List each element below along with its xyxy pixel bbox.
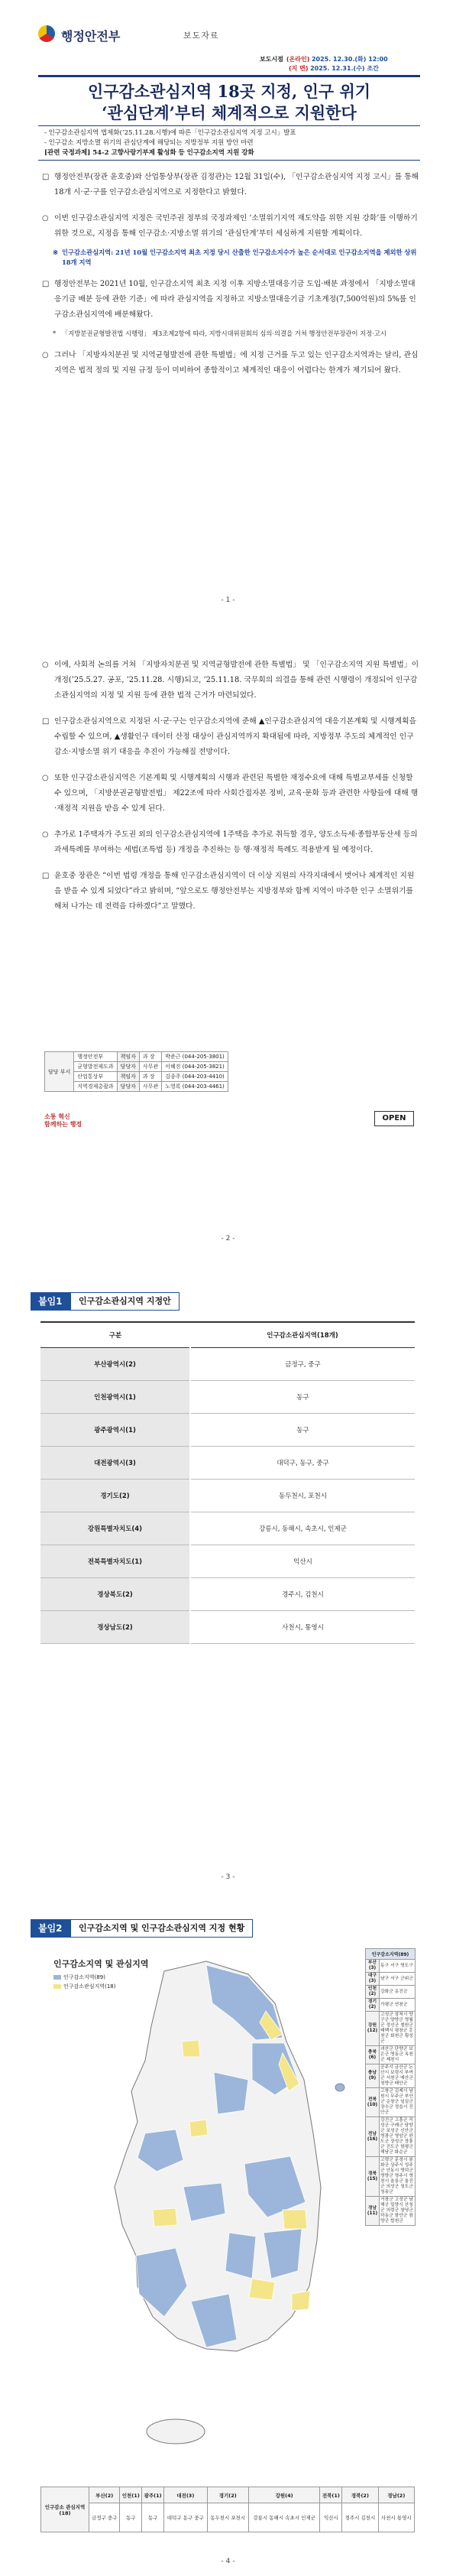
list-item: 경남(11) 거창군 고성군 남해군 밀양시 산청군 의령군 창녕군 하동군 함안군 함양군 합천군 xyxy=(366,2197,416,2226)
embargo-label: 보도시점 xyxy=(260,56,283,63)
embargo-paper-tag: (지 면) xyxy=(289,65,309,72)
paragraph: ○ 또한 인구감소관심지역은 기본계획 및 시행계획의 시행과 관련된 특별한 재정수요에 대해 특별교부세를 신청할 수 있으며, 「지방분권균형발전법」 제22조에 따라 사회간접자본 정비, 교육·문화 등과 관련한 사항들에 대해 행·재정적 지원을 받을 수 있게 된다. xyxy=(42,774,419,813)
body-text xyxy=(42,658,420,925)
table-header: 인구감소관심지역(18개) xyxy=(190,1322,415,1348)
subhead-item: - 인구감소관심지역 법제화(’25.11.28.시행)에 따른「인구감소관심지역 지정 고시」발표 xyxy=(44,129,296,137)
paragraph: □ 인구감소관심지역으로 지정된 시·군·구는 인구감소지역에 준해 ▲인구감소관심지역 대응기본계획 및 시행계획을 수립할 수 있으며, ▲생활인구 데이터 산정 대상이 관심지역까지 확대됨에 따라, 지방정부 주도의 체계적인 인구감소·지방소멸 위기 대응을 추진이 가능해질 전망이다. xyxy=(42,717,417,756)
jeju-island xyxy=(147,2419,205,2444)
legend-item: 인구감소지역(89) xyxy=(53,1973,115,1982)
paragraph: □ 윤호중 장관은 “이번 법령 개정을 통해 인구감소관심지역이 더 이상 지원의 사각지대에서 벗어나 체계적인 지원을 받을 수 있게 되었다”라고 밝히며, “앞으로도 행정안전부는 지방정부와 함께 지역이 마주한 인구 소멸위기를 해쳐 나가는 데 전력을 다하겠다”고 말했다. xyxy=(42,872,415,911)
decline-region-list xyxy=(365,1948,416,2226)
ministry-name: 행정안전부 xyxy=(61,29,121,44)
list-item: 경북(15) 고령군 문경시 봉화군 상주시 성주군 안동시 영덕군 영양군 영주시 영천시 울릉군 울진군 의성군 청도군 청송군 xyxy=(366,2157,416,2197)
divider xyxy=(38,75,420,77)
slogan-logo: 소통 혁신 함께하는 행정 xyxy=(44,1113,82,1128)
korea-map xyxy=(92,1957,355,2477)
page-number: - 3 - xyxy=(221,1873,235,1881)
table-header: 구분 xyxy=(40,1322,190,1348)
note: ※ 인구감소관심지역: 21년 10월 인구감소지역 최초 지정 당시 산출한 인구감소지수가 높은 순서대로 인구감소지역을 제외한 상위 18개 지역 xyxy=(53,249,417,266)
open-license-badge: OPEN xyxy=(374,1111,414,1126)
page-number: - 4 - xyxy=(221,2558,235,2565)
ulleung-island xyxy=(335,2084,344,2091)
divider xyxy=(38,160,420,161)
press-header xyxy=(31,23,428,46)
annex1-table xyxy=(40,1321,415,1644)
embargo-online: 2025. 12.30.(화) 12:00 xyxy=(311,56,388,63)
table-row: 금정구 중구 동구 동구 대덕구 동구 중구 동두천시 포천시 강릉시 동해시 속초시 인제군 익산시 경주시 김천시 사천시 통영시 xyxy=(41,2503,415,2532)
page-title xyxy=(38,81,420,124)
annex2-header xyxy=(31,1919,412,1938)
page-number: - 2 - xyxy=(221,1235,235,1243)
list-item: 인천(2) 강화군 옹진군 xyxy=(366,1986,416,1999)
list-item: 강원(12) 고성군 삼척시 양구군 양양군 영월군 정선군 철원군 태백시 평창군 홍천군 화천군 횡성군 xyxy=(366,2012,416,2046)
divider xyxy=(38,125,420,126)
map-title: 인구감소지역 및 관심지역 xyxy=(53,1959,149,1969)
table-row: 인천광역시(1) 동구 xyxy=(40,1381,415,1414)
page-2 xyxy=(0,627,456,1262)
paragraph: ○ 그러나 「지방자치분권 및 지역균형발전에 관한 특별법」에 지정 근거를 두고 있는 인구감소지역과는 달리, 관심지역은 법적 정의 및 지원 규정 등이 미비하여 종합적이고 체계적인 대응이 어렵다는 한계가 제기되어 왔다. xyxy=(42,351,419,375)
list-item: 충남(9) 공주시 금산군 논산시 보령시 부여군 서천군 예산군 청양군 태안군 xyxy=(366,2064,416,2088)
table-row: 부산광역시(2) 금정구, 중구 xyxy=(40,1348,415,1381)
annex2-tag: 붙임2 xyxy=(31,1919,70,1938)
title-line-1: 인구감소관심지역 18곳 지정, 인구 위기 xyxy=(87,82,371,101)
title-line-2: ‘관심단계’부터 체계적으로 지원한다 xyxy=(102,103,357,122)
subhead-item: - 인구감소 지방소멸 위기의 관심단계에 해당되는 지방정부 지원 방안 마련 xyxy=(44,139,254,147)
paragraph: ○ 이번 인구감소관심지역 지정은 국민주권 정부의 국정과제인 ‘소멸위기지역 재도약을 위한 지원 강화’를 이행하기 위한 것으로, 지정을 통해 인구감소·지방소멸 위기의 ‘관심단계’부터 세심하게 지원할 계획이다. xyxy=(42,214,418,238)
table-row: 경기도(2) 동두천시, 포천시 xyxy=(40,1480,415,1512)
contact-label: 담당 부서 xyxy=(45,1052,74,1092)
note: * 「지방분권균형발전법 시행령」 제3조제2항에 따라, 지방시대위원회의 심의·의결을 거쳐 행정안전부장관이 지정·고시 xyxy=(53,330,386,337)
list-item: 대구(3) 남구 서구 군위군 xyxy=(366,1973,416,1986)
table-row: 강원특별자치도(4) 강릉시, 동해시, 속초시, 인제군 xyxy=(40,1512,415,1545)
legend-item: 인구감소관심지역(18) xyxy=(53,1982,115,1991)
subhead-item: [관련 국정과제] 54-2 고향사랑기부제 활성화 등 인구감소지역 지원 강화 xyxy=(44,149,254,157)
contact-table: 담당 부서 행정안전부 책임자 과 장 박준근 (044-205-3801) 균형발전제도과 담당자 사무관 이혜진 (044-205-3821) 산업통상부 책임자 과 장 김종주 (044-203-4410) 지역경제총괄과 담당자 사무관 노영록 (044-203-4461) xyxy=(44,1051,228,1092)
paragraph: □ 행정안전부(장관 윤호중)와 산업통상부(장관 김정관)는 12월 31일(수), 「인구감소관심지역 지정 고시」를 통해 18개 시·군·구를 인구감소관심지역으로 지정한다고 밝혔다. xyxy=(42,173,419,197)
watch-region-table: 인구감소 관심지역 (18) 부산(2) 인천(1) 광주(1) 대전(3) 경기(2) 강원(4) 전북(1) 경북(2) 경남(2) 금정구 중구 동구 동구 대덕구 동구 중구 동두천시 포천시 강릉시 동해시 속초시 인제군 익산시 경주시 김천시 사천시 통영시 xyxy=(40,2487,415,2532)
table-row: 경상북도(2) 경주시, 김천시 xyxy=(40,1578,415,1611)
government-logo-icon xyxy=(38,25,55,42)
annex2-title: 인구감소지역 및 인구감소관심지역 지정 현황 xyxy=(70,1919,253,1938)
paragraph: ○ 추가로 1주택자가 주도권 외의 인구감소관심지역에 1주택을 추가로 취득할 경우, 양도소득세·종합부동산세 등의 과세특례를 부여하는 세법(조특법 등) 개정을 추진하는 등 행·재정적 특례도 적용받게 될 예정이다. xyxy=(42,830,418,854)
list-item: 전북(10) 고창군 김제시 남원시 무주군 부안군 순창군 임실군 장수군 정읍시 진안군 xyxy=(366,2088,416,2117)
side-header: 인구감소지역(89) xyxy=(366,1949,416,1960)
page-number: - 1 - xyxy=(221,596,235,604)
bottom-label: 인구감소 관심지역 (18) xyxy=(41,2487,89,2532)
subheadings xyxy=(44,128,419,158)
paragraph: □ 행정안전부는 2021년 10월, 인구감소지역 최초 지정 이후 지방소멸대응기금 도입·배분 과정에서 「지방소멸대응기금 배분 등에 관한 기준」에 따라 관심지역을 지정하고 지방소멸대응기금 기초계정(7,500억원)의 5%를 인구감소관심지역에 배분해왔다. xyxy=(42,280,416,319)
annex1-tag: 붙임1 xyxy=(31,1292,70,1311)
annex1-header xyxy=(31,1292,412,1311)
table-row: 대전광역시(3) 대덕구, 동구, 중구 xyxy=(40,1447,415,1480)
list-item: 충북(6) 괴산군 단양군 보은군 영동군 옥천군 제천시 xyxy=(366,2046,416,2064)
embargo-paper: 2025. 12.31.(수) 조간 xyxy=(310,65,379,72)
list-item: 부산(3) 동구 서구 영도구 xyxy=(366,1960,416,1973)
embargo-box xyxy=(260,55,388,73)
body-text xyxy=(42,170,420,389)
list-item: 전남(16) 강진군 고흥군 곡성군 구례군 담양군 보성군 신안군 영광군 영암군 완도군 장성군 장흥군 진도군 함평군 해남군 화순군 xyxy=(366,2117,416,2157)
table-row: 광주광역시(1) 동구 xyxy=(40,1414,415,1447)
paragraph: ○ 이에, 사회적 논의를 거쳐 「지방자치분권 및 지역균형발전에 관한 특별법」 및 「인구감소지역 지원 특별법」이 개정(’25.5.27. 공포, ’25.11.28. 시행)되고, ’25.11.18. 국무회의 의결을 통해 관련 시행령이 개정되어 인구감소관심지역의 지정 및 지원 등에 관한 법적 근거가 마련되었다. xyxy=(42,661,419,700)
embargo-online-tag: (온라인) xyxy=(286,56,310,63)
list-item: 경기(2) 가평군 연천군 xyxy=(366,1999,416,2012)
page-1 xyxy=(0,0,456,627)
table-row: 전북특별자치도(1) 익산시 xyxy=(40,1545,415,1578)
annex1-title: 인구감소관심지역 지정안 xyxy=(70,1292,179,1311)
table-row: 경상남도(2) 사천시, 통영시 xyxy=(40,1611,415,1644)
release-type: 보도자료 xyxy=(183,31,219,41)
